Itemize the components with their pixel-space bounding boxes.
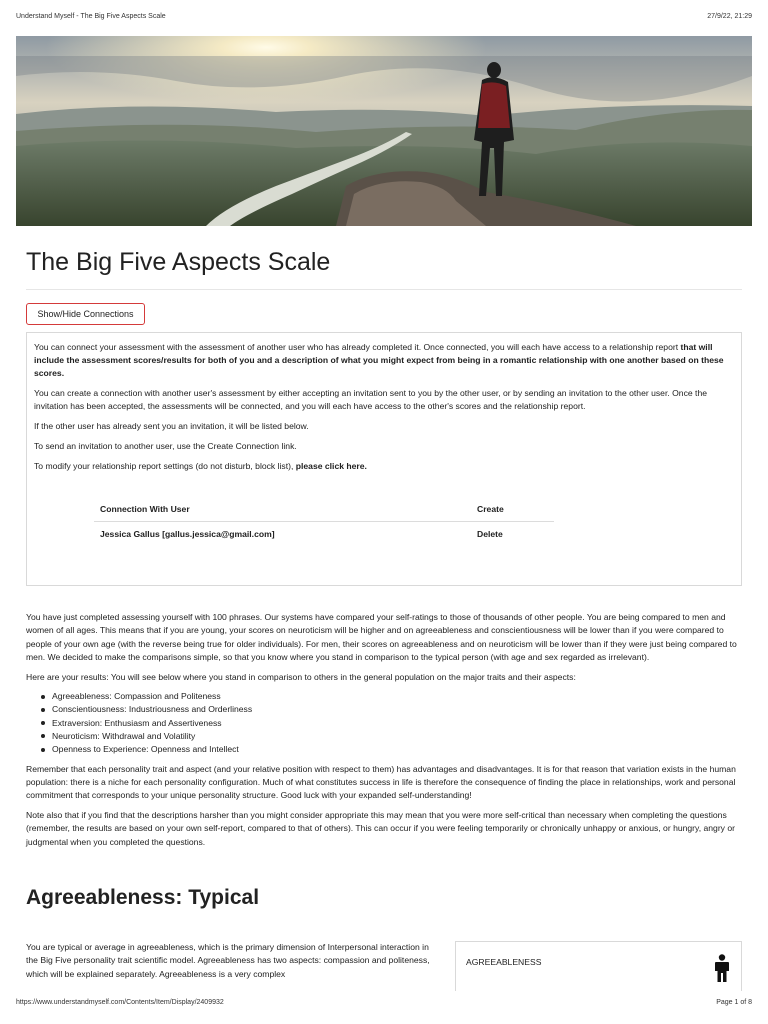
connections-table: [94, 497, 554, 546]
connections-how-to: You can create a connection with another user's assessment by either accepting an invitation sent to you by the other user, or by sending an invitation to the other user. Once the invitation has been accepted, the assessments will be connected, and you will each have access to the other's scores and the relationship report.: [34, 388, 708, 411]
print-header-datetime: 27/9/22, 21:29: [707, 13, 752, 20]
intro-paragraph-note: Note also that if you find that the descriptions harsher than you might consider appropriate this may mean that you were more self-critical than necessary when completing the questions (remember, the results are based on your own self-report, compared to that of others). This can occur if you were feeling temporarily or chronically unhappy or anxious, or hungry, angry or judgmental when you completed the questions.: [26, 809, 736, 847]
connections-panel: [26, 332, 742, 586]
intro-paragraph-comparison: You have just completed assessing yourself with 100 phrases. Our systems have compared your self-ratings to those of thousands of other people. You are being compared to men and women of all ages. This means that if you are young, your scores on neuroticism will be higher and on agreeableness and conscientiousness will be lower than if you were compared to people of your own age (with the reverse being true for older individuals). For men, their scores on agreeableness and on neuroticism will be lower than if they were just being compared to men. We decided to make the comparisons simple, so that you know where you stand in comparison to the typical person (with age and sex regarded as irrelevant).: [26, 612, 737, 663]
settings-link[interactable]: please click here.: [295, 461, 367, 471]
list-item: Openness to Experience: Openness and Intellect: [38, 743, 744, 756]
print-footer: [16, 999, 752, 1011]
hero-landscape-svg: [16, 36, 752, 226]
header-connection-with-user: Connection With User: [100, 503, 190, 514]
connections-invitation-note: If the other user has already sent you an invitation, it will be listed below.: [34, 421, 309, 431]
connections-settings-note: [34, 460, 734, 473]
create-connection-link[interactable]: Create: [477, 503, 504, 514]
connections-intro: [34, 341, 734, 380]
connection-user: Jessica Gallus [gallus.jessica@gmail.com]: [100, 528, 275, 539]
print-footer-url: https://www.understandmyself.com/Contents/Item/Display/2409932: [16, 999, 224, 1006]
agreeableness-description: You are typical or average in agreeableness, which is the primary dimension of Interpersonal interaction in the Big Five personality trait scientific model. Agreeableness has two aspects: compassion and politeness, which will be explained separately. Agreeableness is a very complex: [26, 942, 430, 979]
connections-send-note: To send an invitation to another user, use the Create Connection link.: [34, 441, 297, 451]
list-item: Neuroticism: Withdrawal and Volatility: [38, 730, 744, 743]
list-item: Conscientiousness: Industriousness and Orderliness: [38, 703, 744, 716]
print-header: [16, 13, 752, 25]
list-item: Agreeableness: Compassion and Politeness: [38, 690, 744, 703]
delete-connection-link[interactable]: Delete: [477, 528, 503, 539]
person-icon: [713, 954, 731, 982]
settings-note-text: To modify your relationship report settings (do not disturb, block list),: [34, 461, 296, 471]
connections-table-header: [94, 497, 554, 521]
score-card-label: AGREEABLENESS: [466, 957, 542, 967]
print-footer-page: Page 1 of 8: [716, 999, 752, 1006]
traits-list: [38, 690, 744, 756]
intro-paragraph-variation: Remember that each personality trait and aspect (and your relative position with respect to them) has advantages and disadvantages. It is for that reason that variation exists in the human population: there is a niche for each personality configuration. Much of what constitutes success in life is therefore the consequence of finding the place in relationships, work and personal commitment that corresponds to your unique personality structure. Good luck with your expanded self-understanding!: [26, 763, 736, 801]
intro-paragraph-results: Here are your results: You will see below where you stand in comparison to others in the general population on the major traits and their aspects:: [26, 671, 576, 682]
connections-intro-bold: that will include the assessment scores/results for both of you and a description of what you might expect from being in a romantic relationship with one another based on these scores.: [34, 342, 724, 378]
print-header-title: Understand Myself - The Big Five Aspects Scale: [16, 13, 166, 20]
agreeableness-section-title: Agreeableness: Typical: [26, 886, 260, 909]
connections-intro-text: You can connect your assessment with the assessment of another user who has already completed it. Once connected, you will each have access to a relationship report: [34, 342, 681, 352]
page-title: The Big Five Aspects Scale: [26, 248, 331, 276]
title-divider: [26, 289, 742, 290]
list-item: Extraversion: Enthusiasm and Assertiveness: [38, 717, 744, 730]
show-hide-connections-button[interactable]: Show/Hide Connections: [26, 303, 145, 325]
results-intro: [26, 611, 744, 855]
table-row: [94, 522, 554, 546]
hero-image: [16, 36, 752, 226]
agreeableness-score-card: [455, 941, 742, 991]
